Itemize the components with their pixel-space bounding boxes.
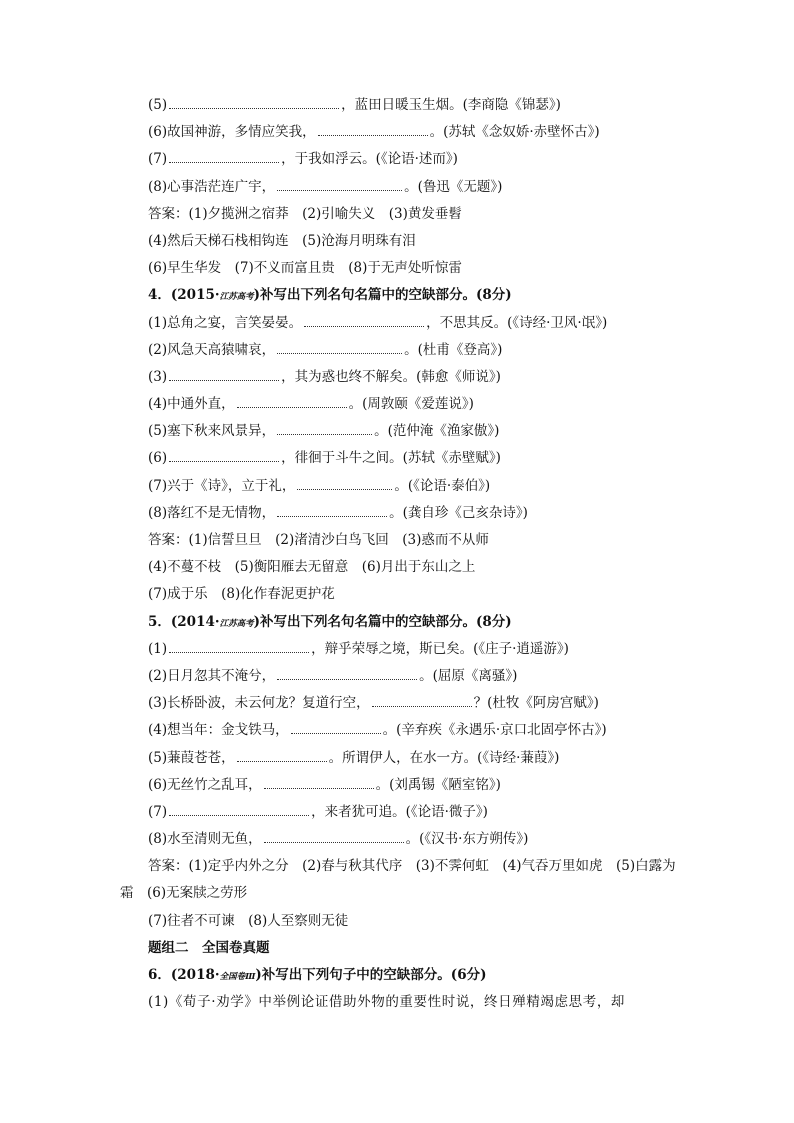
q4-item-2: [120, 337, 680, 364]
item-text: (5)塞下秋来风景异，: [148, 423, 276, 440]
item-text: (2)日月忽其不淹兮，: [148, 667, 276, 684]
question-number: 6．(2018·: [148, 967, 220, 983]
item-source: 。(苏轼《念奴娇·赤壁怀古》): [429, 124, 600, 141]
item-text: (5): [148, 97, 168, 113]
item-text: (5)蒹葭苍苍，: [148, 749, 235, 766]
answer-blank[interactable]: [169, 368, 279, 381]
item-source: ，辩乎荣辱之境，斯已矣。(《庄子·逍遥游》): [311, 640, 569, 657]
item-source: 。(鲁迅《无题》): [404, 178, 503, 195]
question-title: )补写出下列名句名篇中的空缺部分。(8分): [253, 287, 512, 304]
item-source: 。(屈原《离骚》): [419, 667, 518, 684]
answer-blank[interactable]: [169, 640, 309, 653]
page-content: [120, 92, 680, 1016]
item-text: (7): [148, 151, 168, 168]
answer-blank[interactable]: [304, 314, 424, 327]
q3-item-5: [120, 92, 680, 119]
q3-item-8: [120, 174, 680, 201]
question-number: 5．(2014·: [148, 613, 220, 630]
item-source: 。(杜甫《登高》): [404, 341, 503, 358]
item-text: (8)水至清则无鱼，: [148, 831, 262, 848]
question-number: 4．(2015·: [148, 287, 220, 304]
item-source: ，来者犹可追。(《论语·微子》): [311, 803, 488, 820]
answer-blank[interactable]: [264, 776, 374, 789]
q3-item-6: [120, 119, 680, 146]
item-text: (4)想当年：金戈铁马，: [148, 722, 289, 739]
answer-blank[interactable]: [318, 123, 428, 136]
item-source: 。(《论语·泰伯》): [394, 477, 491, 494]
group2-title: 题组二 全国卷真题: [148, 939, 270, 956]
q4-title: [120, 282, 680, 309]
answer-blank[interactable]: [264, 830, 404, 843]
exam-tag: 江苏高考: [219, 292, 254, 303]
q5-item-8: [120, 826, 680, 853]
answer-blank[interactable]: [277, 341, 402, 354]
q5-item-6: [120, 772, 680, 799]
q3-item-7: [120, 146, 680, 173]
item-source: ？(杜牧《阿房宫赋》): [473, 695, 599, 712]
item-text: (6): [148, 450, 168, 467]
answer-blank[interactable]: [277, 178, 402, 191]
q5-answer-line-3: (7)往者不可谏 (8)人至察则无徒: [148, 912, 349, 929]
q4-item-5: [120, 418, 680, 445]
q5-item-3: [120, 690, 680, 717]
q3-answer-line-3: (6)早生华发 (7)不义而富且贵 (8)于无声处听惊雷: [148, 260, 462, 277]
item-text: (3): [148, 368, 168, 385]
answer-blank[interactable]: [169, 150, 279, 163]
answer-blank[interactable]: [237, 749, 327, 762]
item-source: 。(周敦颐《爱莲说》): [348, 396, 474, 413]
q3-answer-line-1: 答案：(1)夕揽洲之宿莽 (2)引喻失义 (3)黄发垂髫: [148, 205, 462, 222]
item-text: (8)心事浩茫连广宇，: [148, 178, 276, 195]
item-source: ，于我如浮云。(《论语·述而》): [281, 151, 458, 168]
q4-item-4: [120, 391, 680, 418]
q4-answer-line-2: (4)不蔓不枝 (5)衡阳雁去无留意 (6)月出于东山之上: [148, 559, 476, 576]
q4-item-7: [120, 473, 680, 500]
item-source: ，其为惑也终不解矣。(韩愈《师说》): [281, 368, 501, 385]
q6-item-1: (1)《荀子·劝学》中举例论证借助外物的重要性时说，终日殚精竭虑思考，却: [148, 994, 626, 1011]
q5-answer-line-2: 霜 (6)无案牍之劳形: [120, 885, 248, 902]
answer-blank[interactable]: [277, 422, 372, 435]
item-source: 。(龚自珍《己亥杂诗》): [389, 504, 528, 521]
item-text: (7)兴于《诗》，立于礼，: [148, 477, 296, 494]
q5-answer-line-1: 答案：(1)定乎内外之分 (2)春与秋其代序 (3)不霁何虹 (4)气吞万里如虎 (5)白露为: [148, 858, 676, 875]
q5-item-7: [120, 799, 680, 826]
item-text: (1): [148, 640, 168, 657]
q3-answer-line-2: (4)然后天梯石栈相钩连 (5)沧海月明珠有泪: [148, 232, 416, 249]
answer-blank[interactable]: [291, 721, 381, 734]
item-text: (7): [148, 803, 168, 820]
item-text: (6)故国神游，多情应笑我，: [148, 124, 316, 141]
q4-item-8: [120, 500, 680, 527]
item-source: 。(范仲淹《渔家傲》): [374, 423, 500, 440]
q4-item-1: [120, 310, 680, 337]
item-text: (2)风急天高猿啸哀，: [148, 341, 276, 358]
q4-answer-line-1: 答案：(1)信誓旦旦 (2)渚清沙白鸟飞回 (3)惑而不从师: [148, 532, 489, 548]
answer-blank[interactable]: [169, 449, 279, 462]
q6-title: [120, 962, 680, 989]
item-text: (6)无丝竹之乱耳，: [148, 776, 262, 793]
question-title: )补写出下列名句名篇中的空缺部分。(8分): [253, 613, 512, 630]
q4-item-3: [120, 364, 680, 391]
answer-blank[interactable]: [277, 504, 387, 517]
answer-blank[interactable]: [169, 803, 309, 816]
item-source: ，不思其反。(《诗经·卫风·氓》): [426, 314, 608, 331]
q5-title: [120, 609, 680, 636]
q5-item-5: [120, 745, 680, 772]
q4-item-6: [120, 445, 680, 472]
answer-blank[interactable]: [297, 477, 392, 490]
item-text: (4)中通外直，: [148, 396, 235, 413]
item-source: 。(《汉书·东方朔传》): [405, 831, 529, 848]
q4-answer-line-3: (7)成于乐 (8)化作春泥更护花: [148, 586, 335, 603]
answer-blank[interactable]: [169, 96, 339, 109]
item-source: ，徘徊于斗牛之间。(苏轼《赤壁赋》): [281, 450, 501, 467]
exam-tag: 江苏高考: [219, 618, 254, 629]
question-title: )补写出下列句子中的空缺部分。(6分): [255, 967, 487, 983]
answer-blank[interactable]: [237, 395, 347, 408]
exam-tag: 全国卷Ⅲ: [219, 972, 256, 982]
q5-item-2: [120, 663, 680, 690]
item-source: 。(辛弃疾《永遇乐·京口北固亭怀古》): [382, 722, 607, 739]
item-text: (3)长桥卧波，未云何龙？复道行空，: [148, 695, 370, 712]
q5-item-1: [120, 636, 680, 663]
item-source: 。所谓伊人，在水一方。(《诗经·蒹葭》): [328, 749, 560, 766]
item-text: (1)总角之宴，言笑晏晏。: [148, 314, 303, 331]
answer-blank[interactable]: [372, 694, 472, 707]
item-source: ，蓝田日暖玉生烟。(李商隐《锦瑟》): [341, 97, 561, 113]
item-source: 。(刘禹锡《陋室铭》): [375, 776, 501, 793]
answer-blank[interactable]: [277, 667, 417, 680]
q5-item-4: [120, 717, 680, 744]
item-text: (8)落红不是无情物，: [148, 504, 276, 521]
